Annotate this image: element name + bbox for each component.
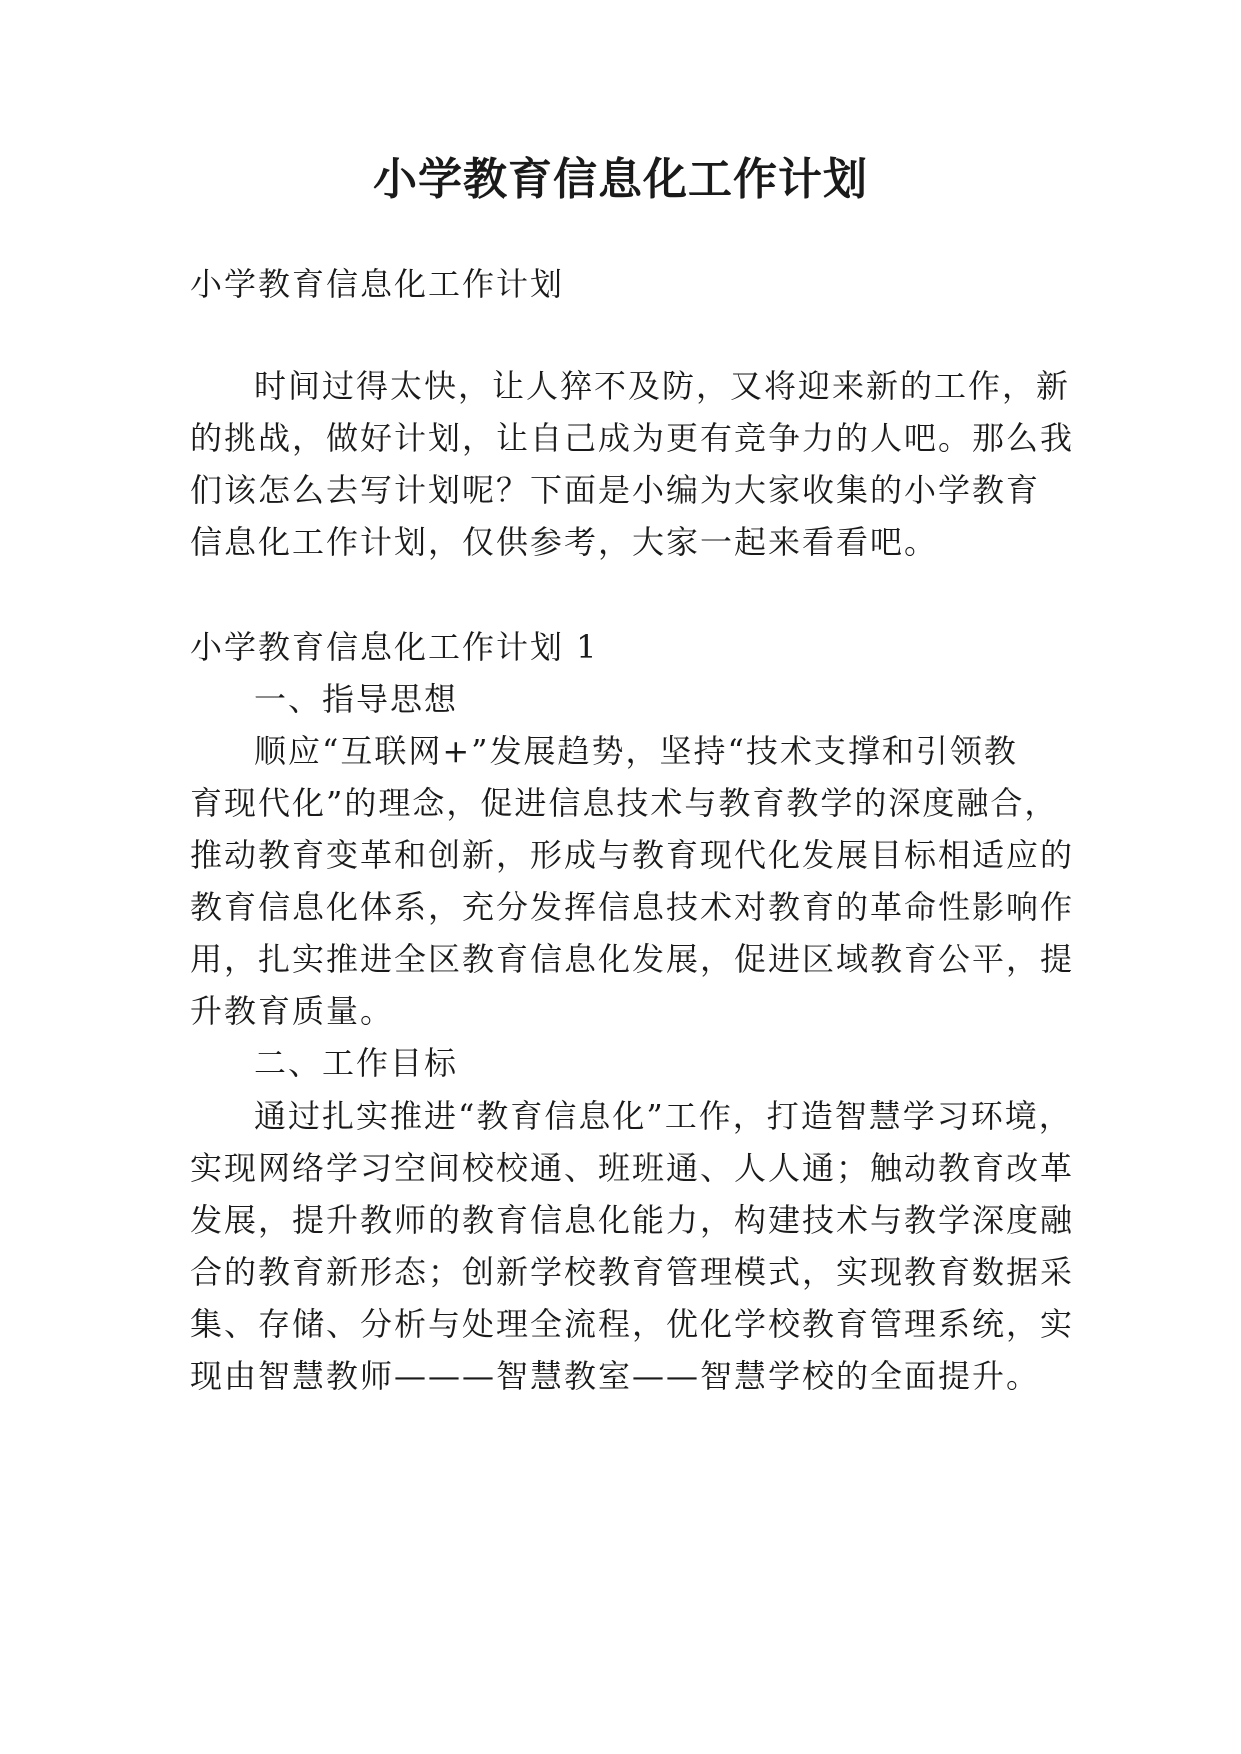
paragraph-line: 合的教育新形态；创新学校教育管理模式，实现教育数据采 [190, 1253, 1075, 1291]
paragraph-line: 发展，提升教师的教育信息化能力，构建技术与教学深度融 [190, 1201, 1075, 1239]
intro-line: 时间过得太快，让人猝不及防，又将迎来新的工作，新 [254, 367, 1071, 405]
paragraph-line: 升教育质量。 [190, 992, 395, 1030]
heading-guiding-ideology: 一、指导思想 [254, 680, 459, 718]
paragraph-line: 推动教育变革和创新，形成与教育现代化发展目标相适应的 [190, 836, 1075, 874]
intro-line: 信息化工作计划，仅供参考，大家一起来看看吧。 [190, 523, 939, 561]
paragraph-line: 顺应“互联网+”发展趋势，坚持“技术支撑和引领教 [254, 732, 1018, 770]
paragraph-line: 育现代化”的理念，促进信息技术与教育教学的深度融合， [190, 784, 1059, 822]
document-title: 小学教育信息化工作计划 [373, 154, 868, 205]
paragraph-line: 集、存储、分析与处理全流程，优化学校教育管理系统，实 [190, 1305, 1075, 1343]
paragraph-line: 教育信息化体系，充分发挥信息技术对教育的革命性影响作 [190, 888, 1075, 926]
intro-line: 们该怎么去写计划呢？下面是小编为大家收集的小学教育 [190, 471, 1041, 509]
paragraph-line: 现由智慧教师———智慧教室——智慧学校的全面提升。 [190, 1357, 1041, 1395]
paragraph-line: 实现网络学习空间校校通、班班通、人人通；触动教育改革 [190, 1149, 1075, 1187]
section-title: 小学教育信息化工作计划 1 [190, 628, 599, 666]
heading-work-goals: 二、工作目标 [254, 1044, 459, 1082]
paragraph-line: 用，扎实推进全区教育信息化发展，促进区域教育公平，提 [190, 940, 1075, 978]
document-subtitle: 小学教育信息化工作计划 [190, 265, 565, 303]
intro-line: 的挑战，做好计划，让自己成为更有竞争力的人吧。那么我 [190, 419, 1075, 457]
paragraph-line: 通过扎实推进“教育信息化”工作，打造智慧学习环境， [254, 1097, 1073, 1135]
